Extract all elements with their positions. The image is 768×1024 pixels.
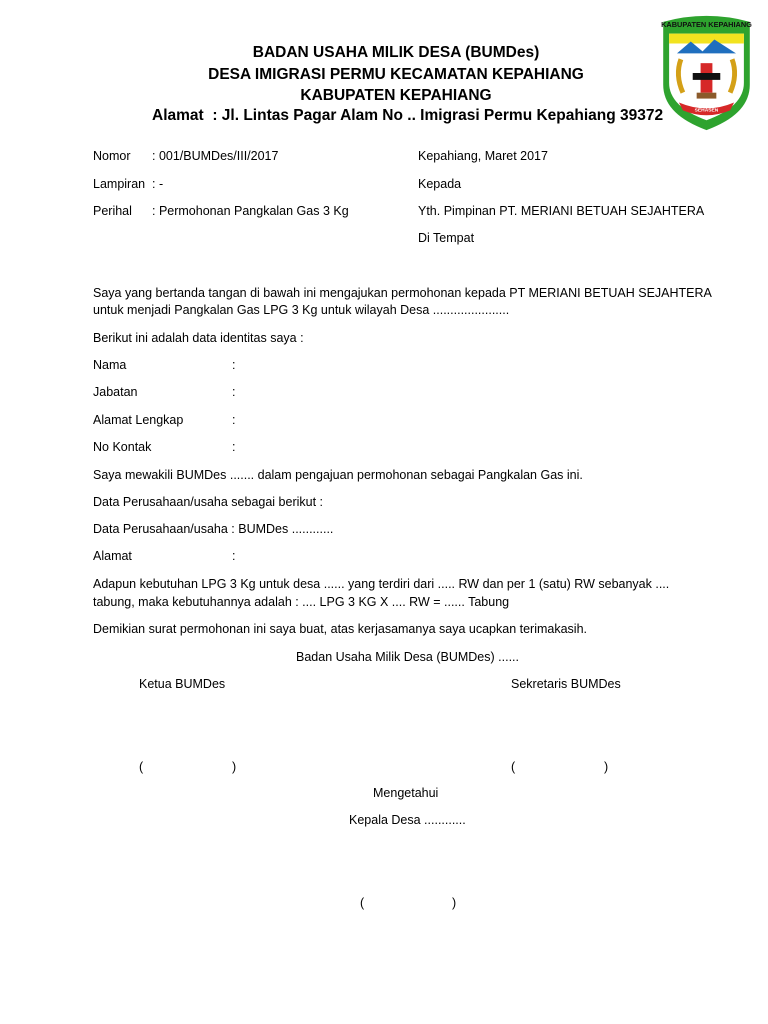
field-nama-colon: : xyxy=(232,358,236,372)
address-label: Alamat xyxy=(152,107,204,124)
ketua-title: Ketua BUMDes xyxy=(139,677,226,691)
sekretaris-paren-close: ) xyxy=(604,760,609,774)
kepala-paren-close: ) xyxy=(452,896,457,910)
kepala-paren-open: ( xyxy=(360,896,365,910)
field-jabatan-label: Jabatan xyxy=(93,385,138,399)
di-tempat: Di Tempat xyxy=(418,231,475,245)
company-line: Data Perusahaan/usaha : BUMDes ............ xyxy=(93,522,334,536)
sekretaris-paren-open: ( xyxy=(511,760,516,774)
kepada-label: Kepada xyxy=(418,177,462,191)
field-jabatan-colon: : xyxy=(232,385,236,399)
perihal-label: Perihal xyxy=(93,204,132,218)
represent-line: Saya mewakili BUMDes ....... dalam pengajuan permohonan sebagai Pangkalan Gas ini. xyxy=(93,468,583,482)
kepahiang-regency-emblem-icon xyxy=(657,12,756,134)
company-alamat-label: Alamat xyxy=(93,549,132,563)
field-nama-label: Nama xyxy=(93,358,127,372)
village-title: DESA IMIGRASI PERMU KECAMATAN KEPAHIANG xyxy=(208,66,584,83)
field-kontak-label: No Kontak xyxy=(93,440,152,454)
ketua-paren-open: ( xyxy=(139,760,144,774)
kepala-desa-title: Kepala Desa ............ xyxy=(349,813,466,827)
logo-banner-text: KABUPATEN KEPAHIANG xyxy=(661,19,752,29)
logo-bottom-text: SEHASEN xyxy=(694,108,719,114)
address-value: : Jl. Lintas Pagar Alam No .. Imigrasi Permu Kepahiang 39372 xyxy=(212,107,664,124)
signature-org: Badan Usaha Milik Desa (BUMDes) ...... xyxy=(296,650,519,664)
need-line-1: Adapun kebutuhan LPG 3 Kg untuk desa ...... yang terdiri dari ..... RW dan per 1 (satu) RW sebanyak .... xyxy=(93,577,670,591)
sekretaris-title: Sekretaris BUMDes xyxy=(511,677,621,691)
field-alamat-label: Alamat Lengkap xyxy=(93,413,184,427)
nomor-label: Nomor xyxy=(93,149,131,163)
closing-line: Demikian surat permohonan ini saya buat, atas kerjasamanya saya ucapkan terimakasih. xyxy=(93,622,588,636)
identity-intro: Berikut ini adalah data identitas saya : xyxy=(93,331,304,345)
lampiran-label: Lampiran xyxy=(93,177,146,191)
need-line-2: tabung, maka kebutuhannya adalah : .... LPG 3 KG X .... RW = ...... Tabung xyxy=(93,595,510,609)
intro-line-2: untuk menjadi Pangkalan Gas LPG 3 Kg untuk wilayah Desa ...................... xyxy=(93,303,510,317)
org-title: BADAN USAHA MILIK DESA (BUMDes) xyxy=(252,44,540,61)
mengetahui-label: Mengetahui xyxy=(373,786,439,800)
intro-line-1: Saya yang bertanda tangan di bawah ini mengajukan permohonan kepada PT MERIANI BETUAH SEJAHTERA xyxy=(93,286,712,300)
lampiran-value: : - xyxy=(152,177,164,191)
company-alamat-colon: : xyxy=(232,549,236,563)
recipient: Yth. Pimpinan PT. MERIANI BETUAH SEJAHTERA xyxy=(418,204,705,218)
ketua-paren-close: ) xyxy=(232,760,237,774)
address-line xyxy=(152,107,663,125)
nomor-value: : 001/BUMDes/III/2017 xyxy=(152,149,279,163)
company-intro: Data Perusahaan/usaha sebagai berikut : xyxy=(93,495,324,509)
perihal-value: : Permohonan Pangkalan Gas 3 Kg xyxy=(152,204,349,218)
place-date: Kepahiang, Maret 2017 xyxy=(418,149,548,163)
field-alamat-colon: : xyxy=(232,413,236,427)
regency-title: KABUPATEN KEPAHIANG xyxy=(300,87,492,104)
field-kontak-colon: : xyxy=(232,440,236,454)
